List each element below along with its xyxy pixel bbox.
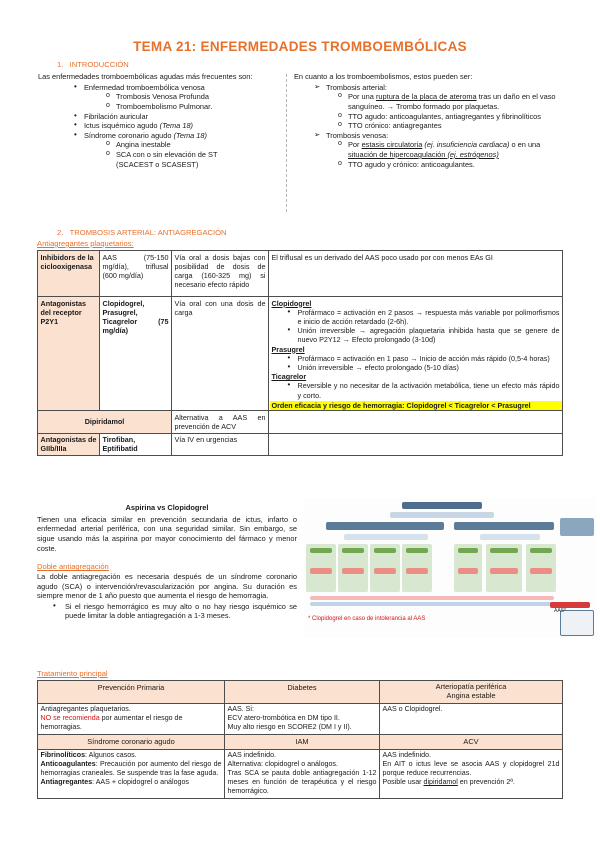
diagram-box	[560, 518, 594, 536]
list-item: o TTO crónico: antiagregantes	[336, 121, 556, 131]
antiagregantes-table	[37, 250, 563, 456]
table-cell: AAS. Si: ECV atero-trombótica en DM tipo II. Muy alto riesgo en SCORE2 (DM I y II).	[225, 703, 380, 734]
diagram-box	[310, 548, 332, 553]
table-header: Arteriopatía periférica Angina estable	[380, 681, 563, 704]
list-item: • Si el riesgo hemorrágico es muy alto o no hay riesgo isquémico se puede limitar la doble antiagregación a 1-3 meses.	[51, 602, 297, 621]
diagram-box	[402, 502, 482, 509]
diagram-box	[454, 522, 554, 530]
intro-right-column	[294, 72, 562, 169]
diagram-box	[530, 548, 552, 553]
diagram-box	[344, 534, 428, 540]
diagram-box	[342, 568, 364, 574]
intro-left-column	[38, 72, 283, 169]
table-cell: AAS o Clopidogrel.	[380, 703, 563, 734]
table-cell: Vía oral con una dosis de carga	[172, 297, 269, 411]
table-row	[38, 433, 563, 455]
antiaggregation-diagram	[304, 498, 596, 638]
diagram-box	[326, 522, 444, 530]
page-title: TEMA 21: ENFERMEDADES TROMBOEMBÓLICAS	[133, 39, 467, 54]
list-item: o Trombosis Venosa Profunda	[104, 92, 283, 102]
table-cell	[269, 297, 563, 411]
ticagrelor-title: Ticagrelor	[271, 372, 307, 382]
table-cell: Vía oral a dosis bajas con posibilidad de dosis de carga (160-325 mg) si necesario efecto rápido	[172, 251, 269, 297]
list-item: o Angina inestable	[104, 140, 283, 150]
list-item: • Profármaco = activación en 2 pasos → respuesta más variable por polimorfismos e inicio de acción retardado (2-6h).	[286, 308, 560, 326]
table-header: IAM	[225, 734, 380, 749]
table-row	[38, 411, 563, 433]
aspirina-title: Aspirina vs Clopidogrel	[125, 503, 209, 512]
list-item: • Síndrome coronario agudo (Tema 18) o Angina inestable o SCA con o sin elevación de ST (SCACEST o SCASEST)	[72, 131, 283, 170]
table-row	[38, 734, 563, 749]
table-row	[38, 297, 563, 411]
list-item: • Reversible y no necesitar de la activación metabólica, tiene un efecto más rápido y corto.	[286, 381, 560, 399]
diagram-box	[374, 548, 396, 553]
table-cell: El triflusal es un derivado del AAS poco usado por con menos EAs GI	[269, 251, 563, 297]
diagram-box	[310, 596, 554, 600]
table-row	[38, 681, 563, 704]
diagram-box	[310, 568, 332, 574]
intro-right-lead: En cuanto a los tromboembolismos, estos pueden ser:	[294, 72, 473, 81]
list-item: • Unión irreversible → agregación plaquetaria inhibida hasta que se genere de nuevo P2Y12 → Efecto prolongado (3-10d)	[286, 326, 560, 344]
table-header: Síndrome coronario agudo	[38, 734, 225, 749]
aspirina-text: Tienen una eficacia similar en prevención secundaria de ictus, infarto o enfermedad arterial periférica, con una seguridad similar. Sin embargo, se sigue usando más la aspirina por mayor conocimiento del fármaco y menor coste.	[37, 514, 297, 553]
list-item: o Por una ruptura de la placa de ateroma tras un daño en el vaso sanguíneo. → Trombo formado por plaquetas.	[336, 92, 556, 111]
list-item: o SCA con o sin elevación de ST (SCACEST o SCASEST)	[104, 150, 254, 169]
section-1-heading: 1. INTRODUCCIÓN	[57, 60, 129, 69]
table-row	[38, 251, 563, 297]
table-cell: Dipiridamol	[38, 411, 172, 433]
aspirina-section	[37, 503, 297, 621]
table-cell: AAS (75-150 mg/día), triflusal (600 mg/día)	[100, 251, 172, 297]
table-header: ACV	[380, 734, 563, 749]
diagram-box	[374, 568, 396, 574]
diagram-note: * Clopidogrel en caso de intolerancia al AAS	[308, 616, 426, 622]
table-cell: AAS indefinido. En AIT o ictus leve se asocia AAS y clopidogrel 21d porque reduce recurrencias. Posible usar dipiridamol en prevención 2ª.	[380, 749, 563, 798]
diagram-box	[490, 548, 518, 553]
clopidogrel-title: Clopidogrel	[271, 298, 312, 308]
list-item: • Enfermedad tromboembólica venosa o Trombosis Venosa Profunda o Tromboembolismo Pulmonar.	[72, 83, 283, 112]
prasugrel-title: Prasugrel	[271, 344, 305, 354]
efficacy-order-highlight: Orden eficacia y riesgo de hemorragia: Clopidogrel < Ticagrelor < Prasugrel	[270, 401, 562, 410]
arterial-label: ➢ Trombosis arterial:	[314, 83, 562, 93]
list-item: o Tromboembolismo Pulmonar.	[104, 102, 283, 112]
antiagregantes-subheading: Antiagregantes plaquetarios:	[37, 239, 134, 248]
doble-antiagregacion-title: Doble antiagregación	[37, 562, 109, 572]
table-cell: Antagonistas del receptor P2Y1	[38, 297, 100, 411]
list-item: • Ictus isquémico agudo (Tema 18)	[72, 121, 283, 131]
table-cell	[269, 411, 563, 433]
intro-left-lead: Las enfermedades tromboembólicas agudas más frecuentes son:	[38, 72, 253, 81]
table-cell: Inhibidors de la ciclooxigenasa	[38, 251, 100, 297]
column-divider	[286, 74, 287, 212]
table-header: Prevención Primaria	[38, 681, 225, 704]
table-cell: Clopidogrel, Prasugrel, Ticagrelor (75 mg/día)	[100, 297, 172, 411]
intro-left-list	[72, 83, 283, 170]
table-cell: AAS indefinido. Alternativa: clopidogrel o análogos. Tras SCA se pauta doble antiagregación 1-12 meses en función de terapéutica y el riesgo hemorrágico.	[225, 749, 380, 798]
table-row	[38, 749, 563, 798]
diagram-box	[458, 568, 478, 574]
table-cell: Tirofiban, Eptifibatid	[100, 433, 172, 455]
table-cell: Vía IV en urgencias	[172, 433, 269, 455]
table-cell: Fibrinolíticos: Algunos casos. Anticoagulantes: Precaución por aumento del riesgo de hemorragias craneales. Se suspende tras la fase aguda. Antiagregantes: AAS + clopidogrel o análogos	[38, 749, 225, 798]
diagram-box	[310, 602, 554, 606]
table-cell: Antiagregantes plaquetarios. NO se recomienda por aumentar el riesgo de hemorragias.	[38, 703, 225, 734]
diagram-box	[406, 568, 428, 574]
list-item: o TTO agudo y crónico: anticoagulantes.	[336, 160, 556, 170]
diagram-box	[406, 548, 428, 553]
diagram-box	[490, 568, 518, 574]
section-2-heading: 2. TROMBOSIS ARTERIAL: ANTIAGREGACIÓN	[57, 228, 227, 237]
table-row	[38, 703, 563, 734]
doble-antiagregacion-text: La doble antiagregación es necesaria después de un síndrome coronario agudo (SCA) o intervención/revascularización por angina. Su duración es siempre menor de 1 año puesto que aumenta el riesgo de hemorragia.	[37, 571, 297, 601]
diagram-box	[390, 512, 494, 518]
list-item: • Profármaco = activación en 1 paso → Inicio de acción más rápido (0,5-4 horas)	[286, 354, 560, 363]
list-item: • Fibrilación auricular	[72, 112, 283, 122]
table-header: Diabetes	[225, 681, 380, 704]
table-cell: Antagonistas de GIIb/IIIa	[38, 433, 100, 455]
venous-label: ➢ Trombosis venosa:	[314, 131, 562, 141]
diagram-box	[480, 534, 540, 540]
tratamiento-table	[37, 680, 563, 799]
list-item: • Unión irreversible → efecto prolongado (5-10 días)	[286, 363, 560, 372]
diagram-box	[458, 548, 478, 553]
list-item: o Por estasis circulatoria (ej. insuficiencia cardiaca) o en una situación de hipercoagulación (ej. estrógenos)	[336, 140, 556, 159]
table-cell	[269, 433, 563, 455]
diagram-box	[342, 548, 364, 553]
diagram-box	[530, 568, 552, 574]
diagram-aas-label: AAS*	[554, 608, 566, 614]
list-item: o TTO agudo: anticoagulantes, antiagregantes y fibrinolíticos	[336, 112, 556, 122]
tratamiento-title: Tratamiento principal	[37, 669, 108, 678]
table-cell: Alternativa a AAS en prevención de ACV	[172, 411, 269, 433]
